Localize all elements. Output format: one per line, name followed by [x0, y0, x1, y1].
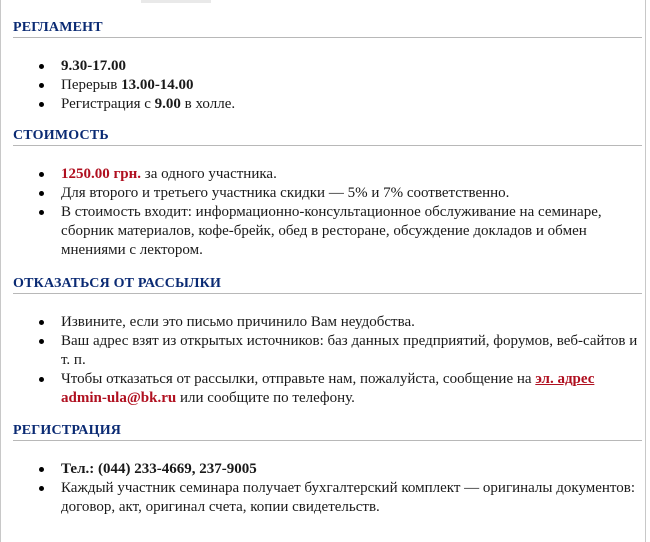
list-item: [1, 76, 647, 95]
registration-time: 9.00: [154, 96, 181, 112]
reglament-list: [1, 57, 647, 114]
cost-list: [1, 165, 647, 260]
list-item: [1, 332, 647, 370]
list-item: [1, 203, 647, 260]
email-link[interactable]: эл. адрес: [535, 371, 595, 387]
section-title-cost: СТОИМОСТЬ: [13, 126, 642, 146]
list-item: [1, 57, 647, 76]
unsubscribe-tail: или сообщите по телефону.: [180, 390, 355, 406]
list-item: [1, 165, 647, 184]
price-suffix: за одного участника.: [144, 166, 277, 182]
discount-text: Для второго и третьего участника скидки — 5% и 7% соответственно.: [61, 185, 510, 201]
registration-place: в холле.: [184, 96, 236, 112]
section-title-registration: РЕГИСТРАЦИЯ: [13, 421, 642, 441]
list-item: [1, 184, 647, 203]
section-title-unsubscribe: ОТКАЗАТЬСЯ ОТ РАССЫЛКИ: [13, 274, 642, 294]
list-item: [1, 479, 647, 517]
phone-numbers: Тел.: (044) 233-4669, 237-9005: [61, 461, 257, 477]
registration-label: Регистрация с: [61, 96, 151, 112]
list-item: [1, 370, 647, 408]
list-item: [1, 313, 647, 332]
email-address: admin-ula@bk.ru: [61, 390, 177, 406]
list-item: [1, 95, 647, 114]
unsubscribe-list: [1, 313, 647, 408]
unsubscribe-instruction: Чтобы отказаться от рассылки, отправьте нам, пожалуйста, сообщение на: [61, 371, 532, 387]
kit-text: Каждый участник семинара получает бухгалтерский комплект — оригиналы документов: договор, акт, оригинал счета, копии свидетельств.: [61, 480, 636, 515]
source-text: Ваш адрес взят из открытых источников: баз данных предприятий, форумов, веб-сайтов и т. п.: [61, 333, 638, 368]
top-fragment: [141, 0, 211, 3]
section-title-reglament: РЕГЛАМЕНТ: [13, 18, 642, 38]
schedule-time: 9.30-17.00: [61, 58, 126, 74]
break-label: Перерыв: [61, 77, 118, 93]
price: 1250.00 грн.: [61, 166, 142, 182]
break-time: 13.00-14.00: [121, 77, 194, 93]
list-item: [1, 460, 647, 479]
registration-list: [1, 460, 647, 517]
includes-text: В стоимость входит: информационно-консультационное обслуживание на семинаре, сборник материалов, кофе-брейк, обед в ресторане, обсуждение докладов и обмен мнениями с лектором.: [61, 204, 602, 258]
apology-text: Извините, если это письмо причинило Вам неудобства.: [61, 314, 415, 330]
